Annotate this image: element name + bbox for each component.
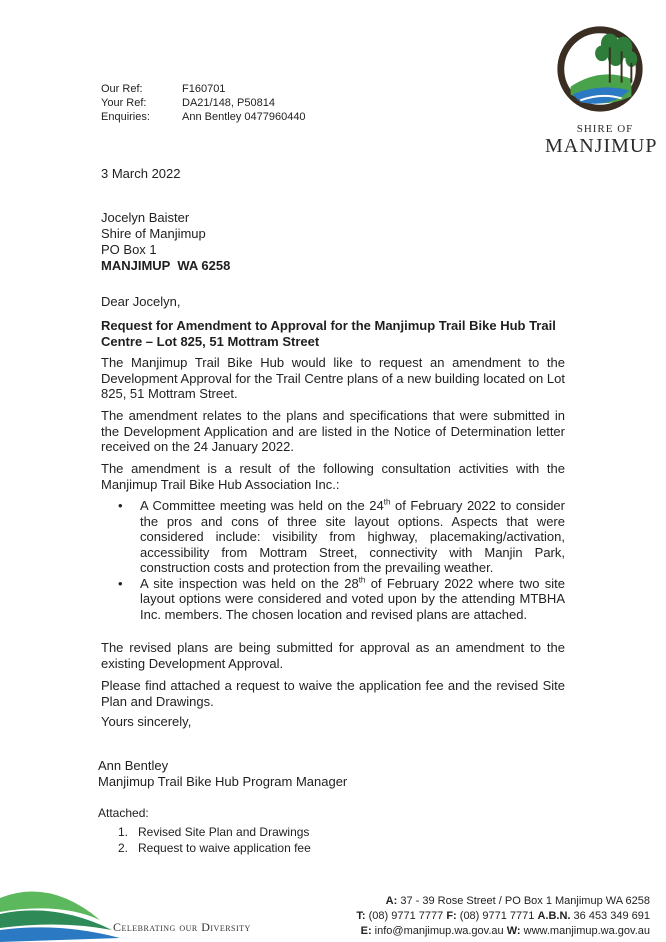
attachment-number: 2. <box>118 840 129 855</box>
attachment-text: Revised Site Plan and Drawings <box>138 825 310 839</box>
fax-label: F: <box>446 910 457 922</box>
phone-label: T: <box>356 910 366 922</box>
web-link[interactable]: www.manjimup.wa.gov.au <box>523 925 650 937</box>
ref-row-enquiries <box>101 110 306 124</box>
footer-email-line <box>356 924 650 939</box>
recipient-po: PO Box 1 <box>101 242 157 257</box>
footer-phone-line <box>356 909 650 924</box>
salutation: Dear Jocelyn, <box>101 294 181 309</box>
logo-title-line2: MANJIMUP <box>545 135 658 157</box>
bullet-text: A Committee meeting was held on the 24 <box>140 498 384 513</box>
reference-block <box>101 82 306 124</box>
ref-label: Your Ref: <box>101 97 147 109</box>
ref-row-our <box>101 82 306 96</box>
recipient-name: Jocelyn Baister <box>101 210 190 225</box>
subject-line: Request for Amendment to Approval for the Manjimup Trail Bike Hub Trail Centre – Lot 825, 51 Mottram Street <box>101 318 556 349</box>
attachment-number: 1. <box>118 825 129 839</box>
web-label: W: <box>506 925 521 937</box>
ref-label: Our Ref: <box>101 83 143 95</box>
fax-value: (08) 9771 7771 <box>459 910 535 922</box>
closing: Yours sincerely, <box>101 714 192 729</box>
attachments-list <box>118 825 311 856</box>
footer-swoosh-icon <box>0 880 130 942</box>
paragraph-5: Please find attached a request to waive the application fee and the revised Site Plan and Drawings. <box>101 678 565 709</box>
shire-logo <box>545 12 658 162</box>
bullet-icon: • <box>118 498 123 513</box>
recipient-org: Shire of Manjimup <box>101 226 206 241</box>
abn-value: 36 453 349 691 <box>573 910 650 922</box>
consultation-list <box>118 498 565 622</box>
signature-block <box>98 758 347 790</box>
ref-label: Enquiries: <box>101 111 150 123</box>
list-item <box>118 825 311 841</box>
email-label: E: <box>360 925 372 937</box>
recipient-address <box>101 210 230 274</box>
paragraph-1: The Manjimup Trail Bike Hub would like to request an amendment to the Development Approval for the Trail Centre plans of a new building located on Lot 825, 51 Mottram Street. <box>101 355 565 401</box>
bullet-text: of February 2022 where two site layout options were considered and voted upon by the attending MTBHA Inc. members. The chosen location and revised plans are attached. <box>140 575 565 622</box>
paragraph-2: The amendment relates to the plans and specifications that were submitted in the Development Application and are listed in the Notice of Determination letter received on the 24 January 2022. <box>101 408 565 454</box>
paragraph-3: The amendment is a result of the following consultation activities with the Manjimup Trail Bike Hub Association Inc.: <box>101 461 565 492</box>
list-item <box>118 841 311 857</box>
attached-label: Attached: <box>98 806 149 820</box>
recipient-city: MANJIMUP WA 6258 <box>101 258 231 273</box>
shire-emblem-icon <box>551 18 649 116</box>
phone-value: (08) 9771 7777 <box>368 910 444 922</box>
footer-tagline: Celebrating our Diversity <box>113 920 251 934</box>
attachment-text: Request to waive application fee <box>138 840 311 855</box>
address-value: 37 - 39 Rose Street / PO Box 1 Manjimup WA 6258 <box>400 895 650 907</box>
logo-title-line1: SHIRE OF <box>576 123 634 135</box>
email-link[interactable]: info@manjimup.wa.gov.au <box>374 925 504 937</box>
ref-value: DA21/148, P50814 <box>182 97 275 109</box>
ref-row-your <box>101 96 306 110</box>
abn-label: A.B.N. <box>537 910 571 922</box>
bullet-sup: th <box>383 497 391 507</box>
ref-value: F160701 <box>182 83 226 95</box>
signatory-name: Ann Bentley <box>98 758 169 773</box>
footer-contact <box>356 894 650 939</box>
signatory-title: Manjimup Trail Bike Hub Program Manager <box>98 774 348 789</box>
letter-date: 3 March 2022 <box>101 166 181 181</box>
bullet-text: A site inspection was held on the 28 <box>140 575 359 591</box>
list-item <box>118 498 565 576</box>
bullet-sup: th <box>358 575 366 585</box>
footer-address-line <box>356 894 650 909</box>
list-item <box>118 576 565 623</box>
paragraph-4: The revised plans are being submitted for approval as an amendment to the existing Development Approval. <box>101 640 565 671</box>
bullet-text: of February 2022 to consider the pros and cons of three site layout options. Aspects that were considered include: visibility from highway, placemaking/activation, accessibility from Mottram Street, connectivity with Manjin Park, construction costs and protection from the prevailing weather. <box>140 498 565 575</box>
ref-value: Ann Bentley 0477960440 <box>182 111 306 123</box>
bullet-icon: • <box>118 575 123 591</box>
address-label: A: <box>385 895 398 907</box>
